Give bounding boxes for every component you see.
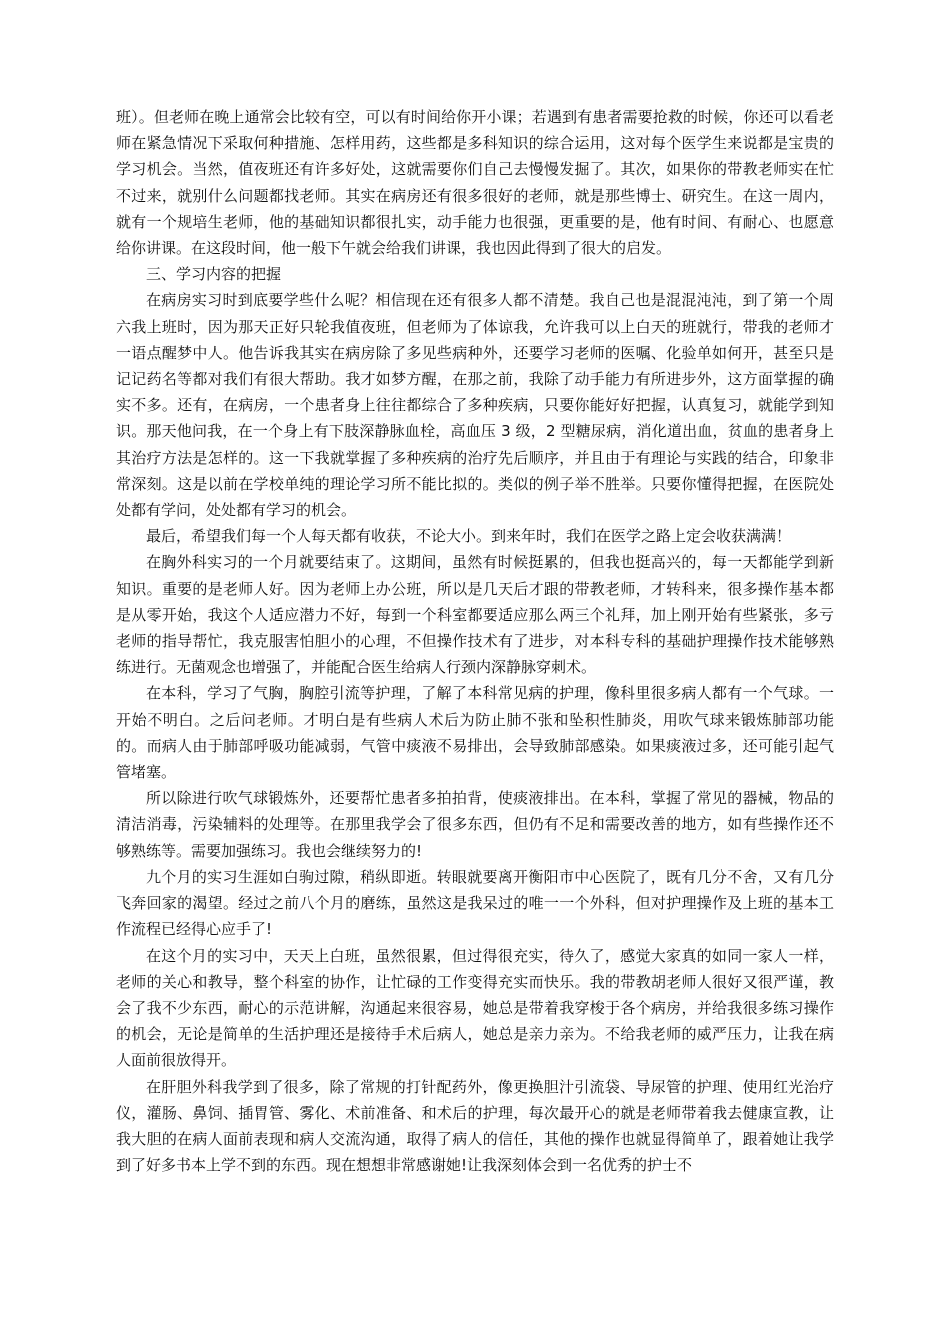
paragraph: 九个月的实习生涯如白驹过隙，稍纵即逝。转眼就要离开衡阳市中心医院了，既有几分不舍，又有几分飞奔回家的渴望。经过之前八个月的磨练，虽然这是我呆过的唯一一个外科，但对护理操作及上班的基本工作流程已经得心应手了! <box>116 867 834 939</box>
document-body <box>116 104 834 1178</box>
paragraph: 在肝胆外科我学到了很多，除了常规的打针配药外，像更换胆汁引流袋、导尿管的护理、使用红光治疗仪，灌肠、鼻饲、插胃管、雾化、术前准备、和术后的护理，每次最开心的就是老师带着我去健康宣教，让我大胆的在病人面前表现和病人交流沟通，取得了病人的信任，其他的操作也就显得简单了，跟着她让我学到了好多书本上学不到的东西。现在想想非常感谢她!让我深刻体会到一名优秀的护士不 <box>116 1077 834 1175</box>
section-heading: 三、学习内容的把握 <box>146 265 282 284</box>
paragraph: 在病房实习时到底要学些什么呢？相信现在还有很多人都不清楚。我自己也是混混沌沌，到了第一个周六我上班时，因为那天正好只轮我值夜班，但老师为了体谅我，允许我可以上白天的班就行，带我的老师才一语点醒梦中人。他告诉我其实在病房除了多见些病种外，还要学习老师的医嘱、化验单如何开，甚至只是记记药名等都对我们有很大帮助。我才如梦方醒，在那之前，我除了动手能力有所进步外，这方面掌握的确实不多。还有，在病房，一个患者身上往往都综合了多种疾病，只要你能好好把握，认真复习，就能学到知识。那天他问我，在一个身上有下肢深静脉血栓，高血压 3 级，2 型糖尿病，消化道出血，贫血的患者身上其治疗方法是怎样的。这一下我就掌握了多种疾病的治疗先后顺序，并且由于有理论与实践的结合，印象非常深刻。这是以前在学校单纯的理论学习所不能比拟的。类似的例子举不胜举。只要你懂得把握，在医院处处都有学问，处处都有学习的机会。 <box>116 291 834 520</box>
paragraph: 所以除进行吹气球锻炼外，还要帮忙患者多拍拍背，使痰液排出。在本科，掌握了常见的器械，物品的清洁消毒，污染辅料的处理等。在那里我学会了很多东西，但仍有不足和需要改善的地方，如有些操作还不够熟练等。需要加强练习。我也会继续努力的! <box>116 789 834 860</box>
paragraph-continued: 班）。但老师在晚上通常会比较有空，可以有时间给你开小课；若遇到有患者需要抢救的时候，你还可以看老师在紧急情况下采取何种措施、怎样用药，这些都是多科知识的综合运用，这对每个医学生来说都是宝贵的学习机会。当然，值夜班还有许多好处，这就需要你们自己去慢慢发掘了。其次，如果你的带教老师实在忙不过来，就别什么问题都找老师。其实在病房还有很多很好的老师，就是那些博士、研究生。在这一周内，就有一个规培生老师，他的基础知识都很扎实，动手能力也很强，更重要的是，他有时间、有耐心、也愿意给你讲课。在这段时间，他一般下午就会给我们讲课，我也因此得到了很大的启发。 <box>116 108 834 258</box>
paragraph: 在这个月的实习中，天天上白班，虽然很累，但过得很充实，待久了，感觉大家真的如同一家人一样，老师的关心和教导，整个科室的协作，让忙碌的工作变得充实而快乐。我的带教胡老师人很好又很严谨，教会了我不少东西，耐心的示范讲解，沟通起来很容易，她总是带着我穿梭于各个病房，并给我很多练习操作的机会，无论是简单的生活护理还是接待手术后病人，她总是亲力亲为。不给我老师的威严压力，让我在病人面前很放得开。 <box>116 946 834 1070</box>
paragraph: 最后，希望我们每一个人每天都有收获，不论大小。到来年时，我们在医学之路上定会收获满满！ <box>146 527 792 546</box>
paragraph: 在胸外科实习的一个月就要结束了。这期间，虽然有时候挺累的，但我也挺高兴的，每一天都能学到新知识。重要的是老师人好。因为老师上办公班，所以是几天后才跟的带教老师，才转科来，很多操作基本都是从零开始，我这个人适应潜力不好，每到一个科室都要适应那么两三个礼拜，加上刚开始有些紧张，多亏老师的指导帮忙，我克服害怕胆小的心理，不但操作技术有了进步，对本科专科的基础护理操作技术能够熟练进行。无菌观念也增强了，并能配合医生给病人行颈内深静脉穿刺术。 <box>116 553 834 677</box>
paragraph: 在本科，学习了气胸，胸腔引流等护理，了解了本科常见病的护理，像科里很多病人都有一个气球。一开始不明白。之后问老师。才明白是有些病人术后为防止肺不张和坠积性肺炎，用吹气球来锻炼肺部功能的。而病人由于肺部呼吸功能减弱，气管中痰液不易排出，会导致肺部感染。如果痰液过多，还可能引起气管堵塞。 <box>116 684 834 782</box>
